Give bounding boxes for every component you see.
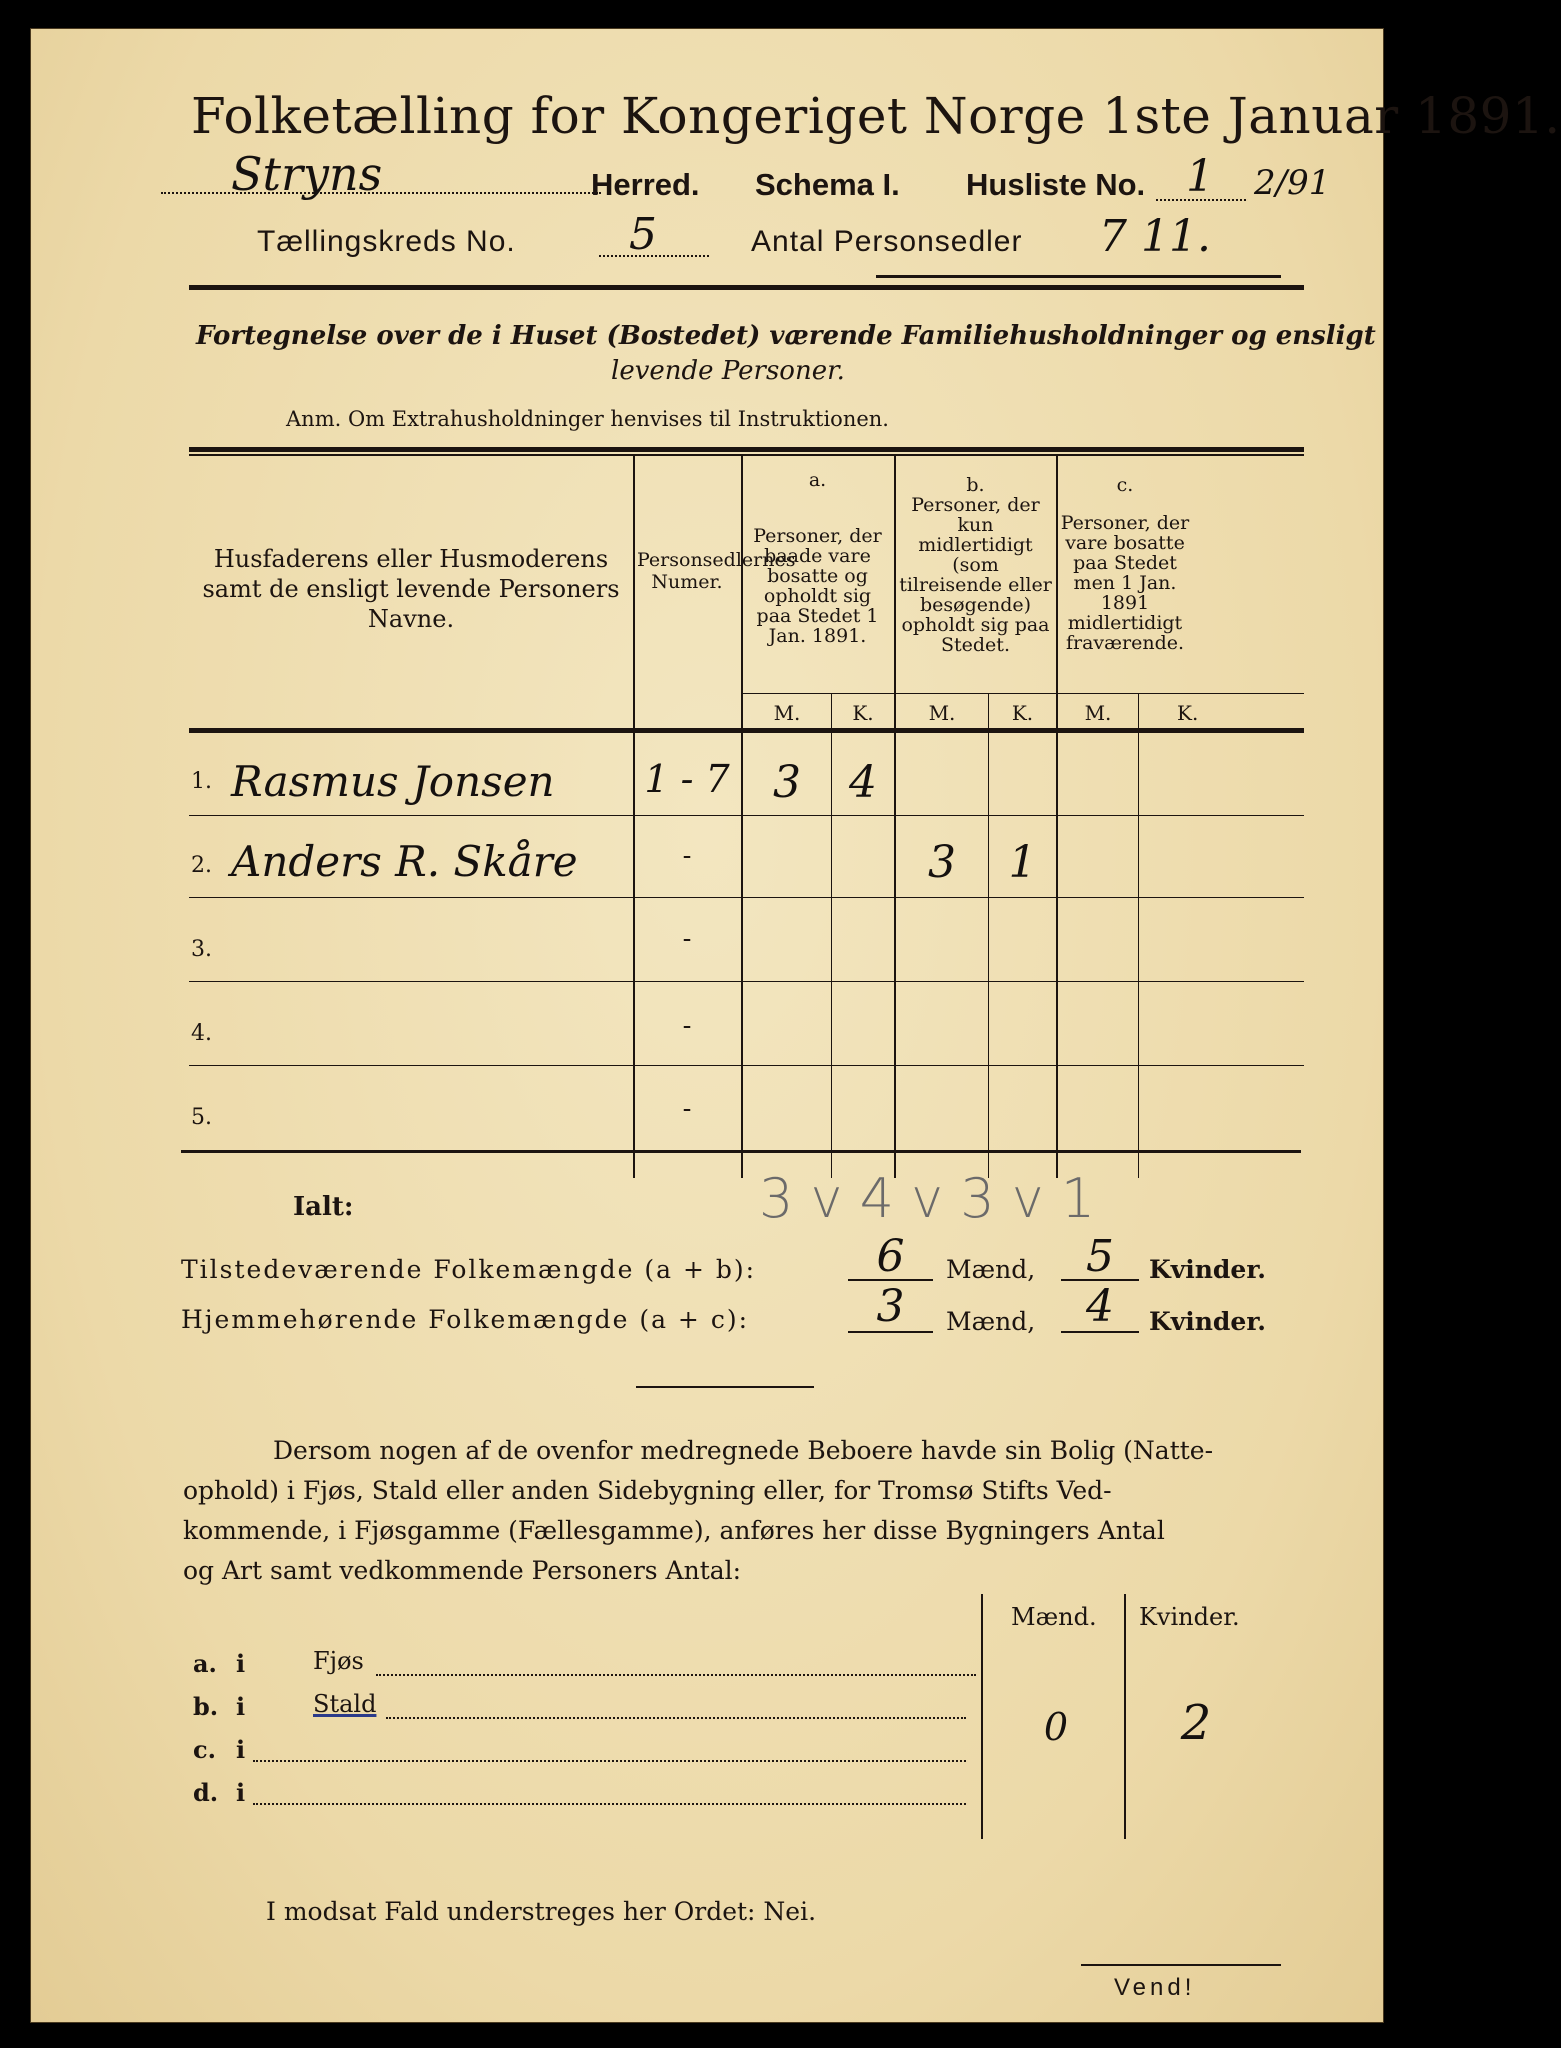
section-divider [636, 1386, 814, 1388]
tilst-label: Tilstedeværende Folkemængde (a + b): [181, 1255, 757, 1284]
mk-top-rule [741, 693, 1304, 694]
row-a-m: 3 [773, 757, 801, 808]
c-k-label: K. [1177, 701, 1199, 725]
row-numer: 1 - 7 [644, 757, 730, 801]
building-letter: a. [193, 1649, 217, 1678]
a-m-label: M. [773, 701, 801, 725]
table-top-rule-2 [189, 454, 1304, 456]
hjemme-k-value: 4 [1086, 1281, 1114, 1332]
building-letter: b. [193, 1692, 219, 1721]
row-rule [189, 1065, 1304, 1066]
row-rule [189, 897, 1304, 898]
building-letter: c. [193, 1735, 216, 1764]
header-b-text: Personer, der kun midlertidigt (som tilreisende eller besøgende) opholdt sig paa Stedet. [899, 494, 1052, 656]
building-label-fjos: Fjøs [313, 1647, 364, 1675]
row-numer: - [682, 1094, 692, 1124]
vend-rule [1081, 1964, 1281, 1966]
row-a-k: 4 [849, 757, 877, 808]
tilst-k-value: 5 [1086, 1231, 1114, 1282]
hjemme-kvinder-label: Kvinder. [1149, 1307, 1266, 1336]
b-m-label: M. [928, 701, 956, 725]
header-numer: Personsedlernes Numer. [637, 549, 796, 593]
personsedler-label: Antal Personsedler [751, 225, 1023, 258]
intro-line2: levende Personer. [611, 356, 845, 386]
hjemme-maend-label: Mænd, [946, 1307, 1036, 1336]
header-c-letter: c. [1116, 474, 1134, 496]
buildings-para-4: og Art samt vedkommende Personers Antal: [183, 1556, 742, 1585]
intro-line1: Fortegnelse over de i Huset (Bostedet) værende Familiehusholdninger og ensligt [196, 321, 1376, 351]
col-divider-b [1056, 454, 1058, 1178]
tilst-kvinder-label: Kvinder. [1149, 1255, 1266, 1284]
building-dotted-line [253, 1803, 966, 1805]
maend-col-right [1124, 1594, 1126, 1839]
maend-col-left [981, 1594, 983, 1839]
row-number: 2. [191, 853, 212, 878]
herred-label: Herred. [591, 167, 700, 202]
building-dotted-line [386, 1717, 966, 1719]
personsedler-underline [876, 275, 1281, 278]
husliste-value: 1 [1186, 151, 1214, 202]
building-kvinder-value: 2 [1180, 1695, 1212, 1751]
row-number: 5. [191, 1105, 212, 1130]
col-divider-b-mk [988, 693, 989, 1178]
building-i: i [236, 1692, 246, 1721]
kreds-value: 5 [629, 209, 657, 260]
header-rule [189, 285, 1304, 290]
husliste-note: 2/91 [1254, 163, 1331, 203]
buildings-para-3: kommende, i Fjøsgamme (Fællesgamme), anføres her disse Bygningers Antal [183, 1516, 1165, 1545]
schema-label: Schema I. [755, 167, 900, 202]
personsedler-value: 7 11. [1099, 211, 1211, 262]
building-maend-value: 0 [1043, 1705, 1069, 1749]
buildings-para-2: ophold) i Fjøs, Stald eller anden Sidebygning eller, for Tromsø Stifts Ved- [183, 1476, 1112, 1505]
building-i: i [236, 1778, 246, 1807]
building-dotted-line [253, 1760, 966, 1762]
b-k-label: K. [1011, 701, 1034, 725]
form-title: Folketælling for Kongeriget Norge 1ste Januar 1891. [191, 87, 1561, 145]
row-b-m: 3 [928, 837, 956, 888]
ialt-label: Ialt: [293, 1192, 354, 1222]
col-divider-c-mk [1138, 693, 1139, 1178]
row-numer: - [682, 841, 692, 871]
header-a-letter: a. [808, 469, 827, 491]
row-rule [189, 815, 1304, 816]
hjemme-label: Hjemmehørende Folkemængde (a + c): [181, 1305, 749, 1334]
row-name: Anders R. Skåre [231, 837, 578, 886]
ialt-value: 3 v 4 v 3 v 1 [759, 1167, 1096, 1230]
census-form-page [30, 28, 1561, 2023]
header-c-text: Personer, der vare bosatte paa Stedet men 1 Jan. 1891 midlertidigt fraværende. [1060, 512, 1190, 654]
table-bottom-rule [181, 1150, 1301, 1153]
building-dotted-line [376, 1674, 976, 1676]
a-k-label: K. [852, 701, 874, 725]
nei-line: I modsat Fald understreges her Ordet: Nei. [266, 1897, 817, 1926]
row-b-k: 1 [1008, 837, 1037, 888]
kreds-label: Tællingskreds No. [257, 225, 516, 258]
row-numer: - [682, 1011, 692, 1041]
husliste-label: Husliste No. [966, 167, 1146, 202]
header-bottom-rule [189, 728, 1304, 733]
buildings-para-1: Dersom nogen af de ovenfor medregnede Beboere havde sin Bolig (Natte- [273, 1436, 1214, 1465]
tilst-m-value: 6 [876, 1231, 905, 1282]
hjemme-m-value: 3 [876, 1281, 905, 1332]
row-numer: - [682, 924, 692, 954]
anm-note: Anm. Om Extrahusholdninger henvises til Instruktionen. [286, 407, 889, 431]
building-letter: d. [193, 1778, 219, 1807]
herred-value: Stryns [231, 147, 383, 201]
header-b-letter: b. [966, 474, 985, 496]
col-divider-a [894, 454, 896, 1178]
table-top-rule [189, 447, 1304, 452]
building-label-stald: Stald [313, 1690, 377, 1718]
kvinder-header: Kvinder. [1139, 1603, 1240, 1631]
row-number: 1. [191, 769, 212, 794]
tilst-maend-label: Mænd, [946, 1255, 1036, 1284]
row-rule [189, 981, 1304, 982]
maend-header: Mænd. [1011, 1603, 1097, 1631]
building-i: i [236, 1649, 246, 1678]
header-names: Husfaderens eller Husmoderens samt de ensligt levende Personers Navne. [202, 545, 620, 633]
row-number: 4. [191, 1021, 212, 1046]
building-i: i [236, 1735, 246, 1764]
header-a-text: Personer, der baade vare bosatte og opholdt sig paa Stedet 1 Jan. 1891. [753, 525, 882, 647]
row-name: Rasmus Jonsen [231, 757, 555, 806]
vend-label: Vend! [1114, 1974, 1196, 2001]
col-divider-names [633, 454, 635, 1178]
row-number: 3. [191, 937, 212, 962]
c-m-label: M. [1084, 701, 1112, 725]
